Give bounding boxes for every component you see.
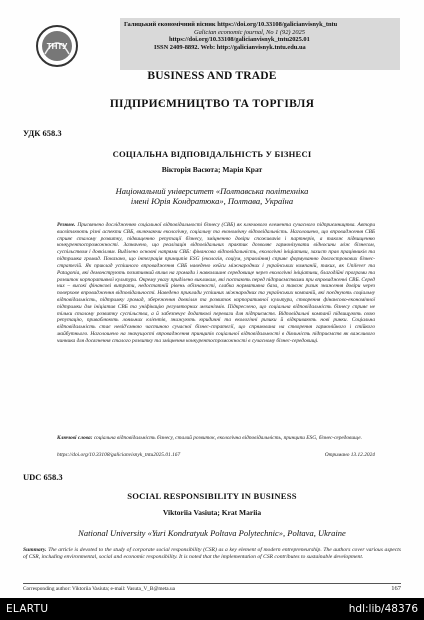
affiliation-ua xyxy=(0,186,424,206)
affiliation-ua-line1: Національний університет «Полтавська політехніка xyxy=(115,186,309,196)
article-title-en: SOCIAL RESPONSIBILITY IN BUSINESS xyxy=(127,491,297,501)
journal-doi-line[interactable]: https://doi.org/10.33108/galicianvisnyk_tntu2025.01 xyxy=(169,36,310,44)
udc-code: UDC 658.3 xyxy=(23,472,63,482)
journal-title-line: Галицький економічний вісник https://doi.org/10.33108/galicianvisnyk_tntu xyxy=(124,21,338,28)
abstract-ua xyxy=(57,222,375,345)
summary-label: Summary. xyxy=(23,547,47,553)
repository-name[interactable]: ELARTU xyxy=(6,603,49,615)
abstract-text: Присвячено дослідженню соціальної відповідальності бізнесу (СВБ) як ключового елемента сучасного підприємництва. Автори висвітлюють різні аспекти СВБ, включаючи екологічну, соціальну та економічну відповідальність. Наголошено, що впровадження СВБ сприяє сталому розвитку, підвищенню репутації бізнесу, зміцненню довіри споживачів і партнерів, а також підвищенню конкурентоспроможності. Зазначено, що реалізація відповідальних практик дозволяє гармонізувати відносини між бізнесом, суспільством і довкіллям. Виділено основні напрями СВБ: фінансова відповідальність, екологічні ініціативи, захист прав працівників та підтримка громад. Показано, що інтеграція принципів ESG (екологія, соціум, управління) сприяє формуванню довгострокових бізнес-стратегій. Як приклад успішного впровадження СВБ наведено кейси міжнародних і українських компаній, таких, як Unilever та Patagonia, які демонструють позитивний вплив на громади і навколишнє середовище через екологічні ініціативи, благодійні програми та розвиток корпоративної культури. Окрему увагу приділено викликам, які постають перед підприємствами при впровадженні СВБ. Серед них – високі фінансові витрати, недостатній рівень обізнаності, слабка нормативна база, а також ризик зниження довіри через поверхове впровадження відповідальності. Наведено приклади успішних міжнародних та українських компаній, які поєднують соціальну відповідальність, підтримку громад, збереження довкілля та розвиток корпоративної культури, створення фінансово-економічної підтримки для ініціатив СВБ та уніфікацію регуляторних механізмів. Підкреслено, що соціальна відповідальність бізнесу сприяє не тільки сталому розвитку суспільства, а й забезпечує додаткові переваги для підприємств. Відповідальні компанії підвищують свою репутацію, приваблюють лояльних клієнтів, знижують юридичні та екологічні ризики й відкривають нові ринки. Соціальна відповідальність стає невід'ємною частиною сучасної бізнес-стратегії, що спрямована на створення гармонійного і стійкого майбутнього. Наголошено на значущості впровадження принципів соціальної відповідальності в діяльність підприємств як важливого чинника для досягнення сталого розвитку та зміцнення конкурентоспроможності в сучасному бізнес-середовищі. xyxy=(57,222,375,344)
affiliation-ua-line2: імені Юрія Кондратюка», Полтава, Україна xyxy=(130,196,294,206)
footer-divider xyxy=(23,583,401,584)
authors-ua: Вікторія Васюта; Марія Крат xyxy=(161,165,263,174)
keywords-ua xyxy=(57,435,375,442)
udk-code: УДК 658.3 xyxy=(23,128,62,138)
journal-header xyxy=(25,18,400,70)
section-title-ua: ПІДПРИЄМНИЦТВО ТА ТОРГІВЛЯ xyxy=(109,98,315,110)
corresponding-author: Corresponding author: Viktoriia Vasiuta; e-mail: Vasuta_V_B@meta.ua xyxy=(23,586,175,592)
article-doi-link[interactable]: https://doi.org/10.33108/galicianvisnyk_tntu2025.01.167 xyxy=(57,452,181,458)
keywords-text: соціальна відповідальність бізнесу, сталий розвиток, екологічна відповідальність, принципи ESG, бізнес-середовище. xyxy=(92,435,362,441)
journal-issue-line: Galician economic journal, No 1 (92) 2025 xyxy=(194,28,305,36)
summary-en xyxy=(23,547,401,561)
page-footer xyxy=(23,586,401,592)
logo-text: ТНТУ xyxy=(46,42,68,51)
article-title-ua: СОЦІАЛЬНА ВІДПОВІДАЛЬНІСТЬ У БІЗНЕСІ xyxy=(112,149,312,159)
journal-header-text xyxy=(124,21,398,51)
received-date: Отримано 13.12.2024 xyxy=(324,452,375,458)
university-logo-icon xyxy=(35,24,79,68)
page-number: 167 xyxy=(391,585,401,592)
journal-issn-line[interactable]: ISSN 2409-8892. Web: http://galicianvisnyk.tntu.edu.ua xyxy=(154,43,306,51)
keywords-label: Ключові слова: xyxy=(57,435,93,441)
repository-handle[interactable]: hdl:lib/48376 xyxy=(348,603,418,615)
affiliation-en: National University «Yuri Kondratyuk Poltava Polytechnic», Poltava, Ukraine xyxy=(78,528,346,538)
section-title-en: BUSINESS AND TRADE xyxy=(147,70,277,82)
summary-text: The article is devoted to the study of corporate social responsibility (CSR) as a key element of modern entrepreneurship. The authors cover various aspects of CSR, including environmental, social and economic responsibility. It is noted that the implementation of CSR contributes to sustainable development. xyxy=(23,547,401,560)
authors-en: Viktoriia Vasiuta; Krat Mariia xyxy=(162,508,262,517)
doi-row xyxy=(57,452,375,458)
abstract-label: Резюме. xyxy=(57,222,76,228)
